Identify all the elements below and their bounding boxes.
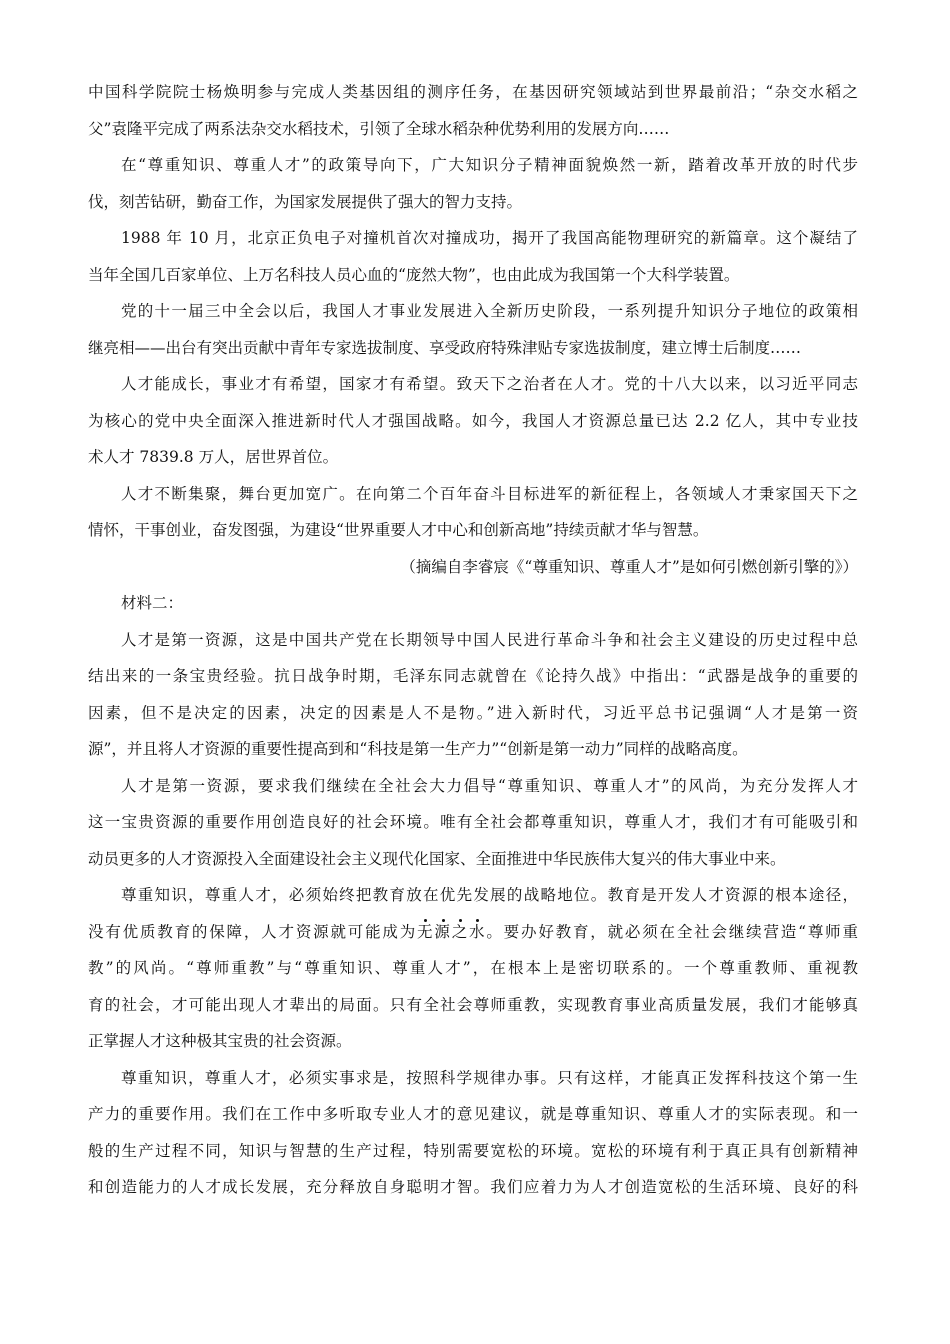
text-line: 伐，刻苦钻研，勤奋工作，为国家发展提供了强大的智力支持。	[88, 192, 523, 211]
text-line: 源”，并且将人才资源的重要性提高到和“科技是第一生产力”“创新是第一动力”同样的战略高度。	[88, 740, 748, 758]
text-line: 教”的风尚。“尊师重教”与“尊重知识、尊重人才”，在根本上是密切联系的。一个尊重教师、重视教	[88, 959, 858, 977]
text-line: 尊重知识，尊重人才，必须始终把教育放在优先发展的战略地位。教育是开发人才资源的根本途径，	[121, 886, 858, 904]
paragraph-yang-yuan	[88, 74, 858, 147]
text-line: 父”袁隆平完成了两系法杂交水稻技术，引领了全球水稻杂种优势利用的发展方向……	[88, 119, 670, 138]
source-citation: （摘编自李睿宸《“尊重知识、尊重人才”是如何引燃创新引擎的》）	[400, 557, 858, 576]
paragraph-seek-truth	[88, 1060, 858, 1206]
text-line: 般的生产过程不同，知识与智慧的生产过程，特别需要宽松的环境。宽松的环境有利于真正具有创新精神	[88, 1141, 858, 1160]
text-line: 在“尊重知识、尊重人才”的政策导向下，广大知识分子精神面貌焕然一新，踏着改革开放的时代步	[121, 156, 858, 174]
emphasis-char: 无	[417, 922, 435, 941]
text-line: 1988 年 10 月，北京正负电子对撞机首次对撞成功，揭开了我国高能物理研究的新篇章。这个凝结了	[121, 229, 858, 247]
paragraph-talent-gather	[88, 476, 858, 549]
paragraph-respect-culture	[88, 768, 858, 878]
paragraph-first-resource	[88, 622, 858, 768]
text-line: 尊重知识，尊重人才，必须实事求是，按照科学规律办事。只有这样，才能真正发挥科技这个第一生	[121, 1068, 858, 1087]
document-page	[88, 74, 858, 1206]
text-line: 人才是第一资源，这是中国共产党在长期领导中国人民进行革命斗争和社会主义建设的历史过程中总	[121, 630, 858, 649]
text-line: 继亮相——出台有突出贡献中青年专家选拔制度、享受政府特殊津贴专家选拔制度，建立博士后制度……	[88, 338, 802, 357]
paragraph-talent-strategy	[88, 366, 858, 476]
text-line: 和创造能力的人才成长发展，充分释放自身聪明才智。我们应着力为人才创造宽松的生活环境、良好的科	[88, 1178, 858, 1196]
text-line: 因素，但不是决定的因素，决定的因素是人不是物。”进入新时代，习近平总书记强调“人才是第一资	[88, 703, 858, 722]
text-line: 中国科学院院士杨焕明参与完成人类基因组的测序任务，在基因研究领域站到世界最前沿；“杂交水稻之	[88, 83, 858, 101]
text-line: 人才能成长，事业才有希望，国家才有希望。致天下之治者在人才。党的十八大以来，以习近平同志	[121, 375, 858, 393]
text-line: 为核心的党中央全面深入推进新时代人才强国战略。如今，我国人才资源总量已达 2.2 亿人，其中专业技	[88, 411, 858, 430]
text-line-with-emphasis	[88, 914, 858, 951]
text-line: 动员更多的人才资源投入全面建设社会主义现代化国家、全面推进中华民族伟大复兴的伟大事业中来。	[88, 849, 786, 868]
text-line: 人才不断集聚，舞台更加宽广。在向第二个百年奋斗目标进军的新征程上，各领域人才秉家国天下之	[121, 484, 858, 503]
paragraph-plenum	[88, 293, 858, 366]
section-label-material-two: 材料二：	[121, 594, 184, 612]
paragraph-education	[88, 877, 858, 1060]
text-line: 育的社会，才可能出现人才辈出的局面。只有全社会尊师重教，实现教育事业高质量发展，我们才能够真	[88, 995, 858, 1014]
emphasis-char: 水	[469, 922, 487, 941]
text-segment: 。要办好教育，就必须在全社会继续营造“尊师重	[486, 922, 858, 941]
text-line: 这一宝贵资源的重要作用创造良好的社会环境。唯有全社会都尊重知识，尊重人才，我们才有可能吸引和	[88, 813, 858, 831]
emphasis-char: 之	[451, 922, 470, 941]
emphasis-char: 源	[434, 922, 452, 941]
text-line: 情怀，干事创业，奋发图强，为建设“世界重要人才中心和创新高地”持续贡献才华与智慧。	[88, 521, 709, 539]
text-line: 术人才 7839.8 万人，居世界首位。	[88, 448, 339, 466]
text-line: 党的十一届三中全会以后，我国人才事业发展进入全新历史阶段，一系列提升知识分子地位的政策相	[121, 302, 858, 320]
text-line: 正掌握人才这种极其宝贵的社会资源。	[88, 1032, 352, 1050]
text-line: 人才是第一资源，要求我们继续在全社会大力倡导“尊重知识、尊重人才”的风尚，为充分发挥人才	[121, 776, 858, 795]
paragraph-policy	[88, 147, 858, 220]
text-line: 结出来的一条宝贵经验。抗日战争时期，毛泽东同志就曾在《论持久战》中指出：“武器是战争的重要的	[88, 667, 858, 685]
paragraph-collider	[88, 220, 858, 293]
text-segment: 没有优质教育的保障，人才资源就可能成为	[88, 922, 418, 941]
text-line: 当年全国几百家单位、上万名科技人员心血的“庞然大物”，也由此成为我国第一个大科学装置。	[88, 265, 740, 284]
text-line: 产力的重要作用。我们在工作中多听取专业人才的意见建议，就是尊重知识、尊重人才的实际表现。和一	[88, 1105, 858, 1123]
